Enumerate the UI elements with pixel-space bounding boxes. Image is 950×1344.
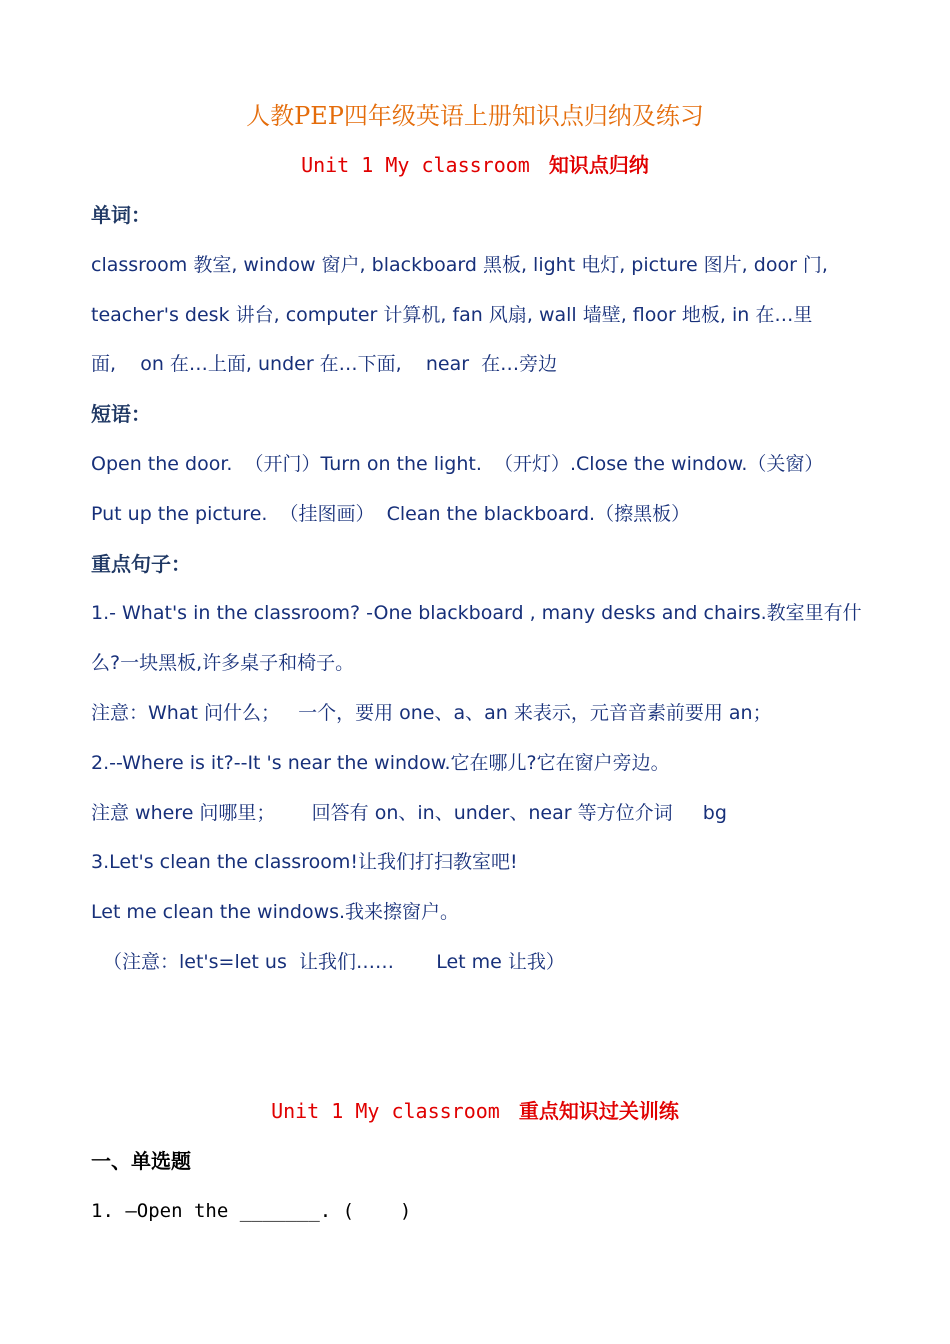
sentence-line: 3.Let's clean the classroom!让我们打扫教室吧! bbox=[91, 851, 518, 873]
sentence-line: Let me clean the windows.我来擦窗户。 bbox=[91, 901, 460, 923]
section-title-summary bbox=[0, 150, 950, 180]
section-title-exercise bbox=[0, 1096, 950, 1126]
note-line: 注意：What 问什么； 一个，要用 one、a、an 来表示，元音音素前要用 an； bbox=[91, 702, 772, 724]
exercise-heading: 一、单选题 bbox=[91, 1149, 191, 1173]
phrases-heading: 短语： bbox=[91, 402, 151, 426]
sentence-line: 么?一块黑板,许多桌子和椅子。 bbox=[91, 652, 355, 674]
vocab-line: 面, on 在…上面, under 在…下面, near 在…旁边 bbox=[91, 353, 558, 375]
phrase-line: Put up the picture. （挂图画） Clean the blackboard.（擦黑板） bbox=[91, 503, 691, 525]
question-1: 1. —Open the _______. ( ) bbox=[91, 1200, 412, 1222]
sentences-heading: 重点句子： bbox=[91, 552, 191, 576]
section-title-topic: 知识点归纳 bbox=[548, 153, 649, 177]
phrase-line: Open the door. （开门）Turn on the light. （开灯）.Close the window.（关窗） bbox=[91, 453, 824, 475]
vocab-line: teacher's desk 讲台, computer 计算机, fan 风扇, wall 墙壁, floor 地板, in 在…里 bbox=[91, 304, 813, 326]
document-title: 人教PEP四年级英语上册知识点归纳及练习 bbox=[246, 102, 704, 130]
sentence-line: 1.- What's in the classroom? -One blackboard , many desks and chairs.教室里有什 bbox=[91, 602, 862, 624]
vocab-heading: 单词： bbox=[91, 203, 151, 227]
vocab-line: classroom 教室, window 窗户, blackboard 黑板, light 电灯, picture 图片, door 门, bbox=[91, 254, 828, 276]
note-line: 注意 where 问哪里； 回答有 on、in、under、near 等方位介词 bg bbox=[91, 802, 727, 824]
section-title-unit: Unit 1 My classroom bbox=[301, 153, 530, 177]
sentence-line: 2.--Where is it?--It 's near the window.它在哪儿?它在窗户旁边。 bbox=[91, 752, 670, 774]
note-line: （注意：let's=let us 让我们…… Let me 让我） bbox=[103, 951, 565, 973]
section-title-unit: Unit 1 My classroom bbox=[271, 1099, 500, 1123]
section-title-topic: 重点知识过关训练 bbox=[518, 1099, 679, 1123]
